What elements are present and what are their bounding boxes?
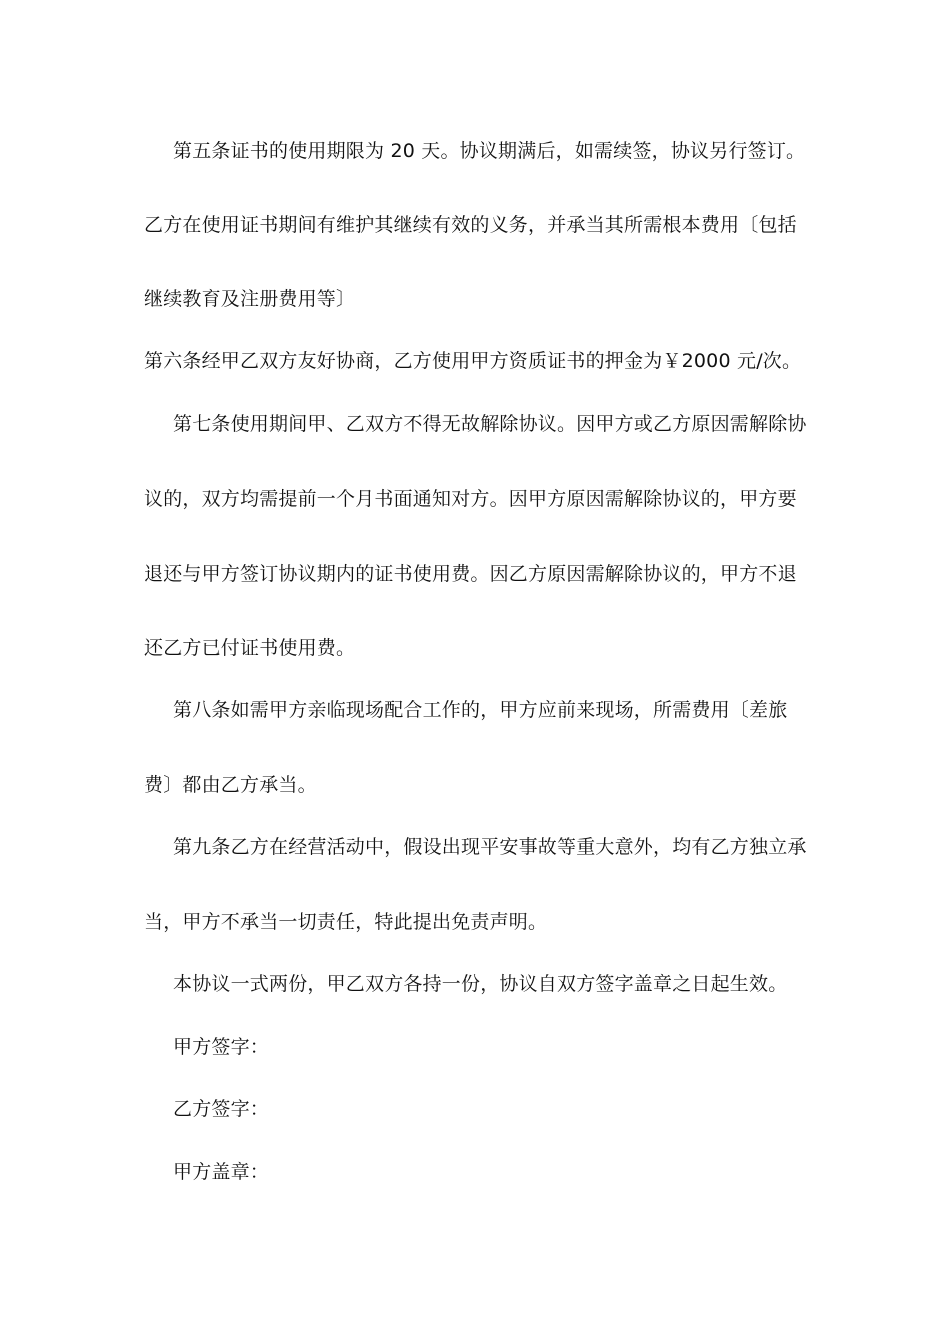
article-7-line-1: 第七条使用期间甲、乙双方不得无故解除协议。因甲方或乙方原因需解除协	[173, 413, 807, 435]
article-5-line-1: 第五条证书的使用期限为 20 天。协议期满后，如需续签，协议另行签订。	[173, 140, 806, 162]
article-5-line-3: 继续教育及注册费用等〕	[144, 288, 356, 310]
article-6-line-1: 第六条经甲乙双方友好协商，乙方使用甲方资质证书的押金为￥2000 元/次。	[144, 350, 802, 372]
article-5-line-2: 乙方在使用证书期间有维护其继续有效的义务，并承当其所需根本费用〔包括	[144, 214, 797, 236]
article-7-line-4: 还乙方已付证书使用费。	[144, 637, 356, 659]
party-a-signature-label: 甲方签字：	[173, 1036, 270, 1058]
article-7-line-2: 议的，双方均需提前一个月书面通知对方。因甲方原因需解除协议的，甲方要	[144, 488, 797, 510]
article-9-line-2: 当，甲方不承当一切责任，特此提出免责声明。	[144, 911, 548, 933]
article-8-line-1: 第八条如需甲方亲临现场配合工作的，甲方应前来现场，所需费用〔差旅	[173, 699, 788, 721]
party-b-signature-label: 乙方签字：	[173, 1098, 270, 1120]
party-a-seal-label: 甲方盖章：	[173, 1161, 270, 1183]
closing-clause: 本协议一式两份，甲乙双方各持一份，协议自双方签字盖章之日起生效。	[173, 973, 788, 995]
article-8-line-2: 费〕都由乙方承当。	[144, 774, 317, 796]
article-9-line-1: 第九条乙方在经营活动中，假设出现平安事故等重大意外，均有乙方独立承	[173, 836, 807, 858]
article-7-line-3: 退还与甲方签订协议期内的证书使用费。因乙方原因需解除协议的，甲方不退	[144, 563, 797, 585]
